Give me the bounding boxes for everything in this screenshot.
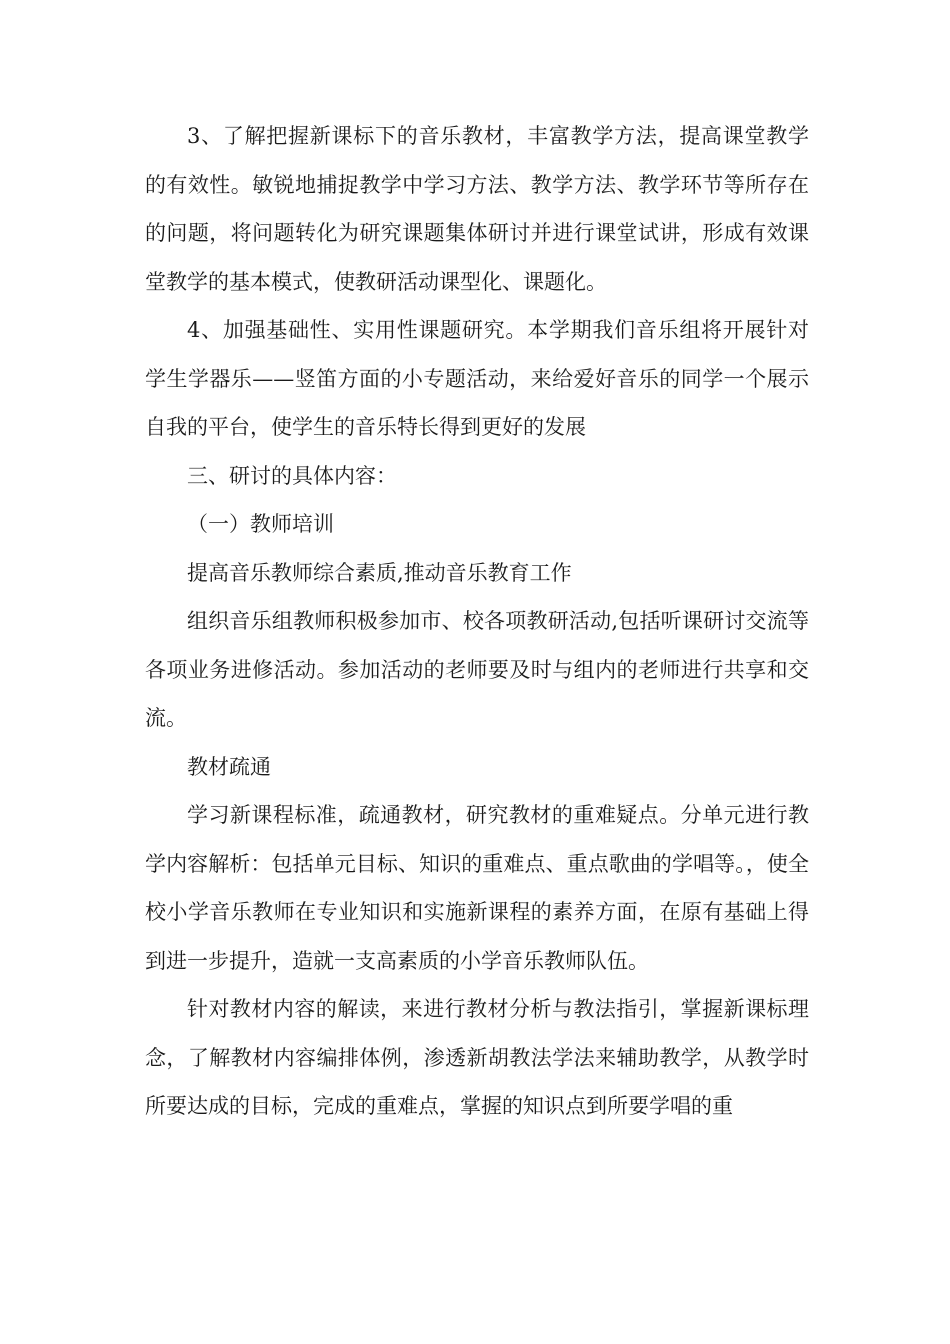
paragraph-materials: 学习新课程标准，疏通教材，研究教材的重难疑点。分单元进行教学内容解析：包括单元目标、知识的重难点、重点歌曲的学唱等。，使全校小学音乐教师在专业知识和实施新课程的素养方面，在原有基础上得到进一步提升，造就一支高素质的小学音乐教师队伍。 [145, 803, 809, 973]
paragraph-item-3: 3、了解把握新课标下的音乐教材，丰富教学方法，提高课堂教学的有效性。敏锐地捕捉教学中学习方法、教学方法、教学环节等所存在的问题，将问题转化为研究课题集体研讨并进行课堂试讲，形成有效课堂教学的基本模式，使教研活动课型化、课题化。 [145, 124, 809, 294]
paragraph-goal: 提高音乐教师综合素质,推动音乐教育工作 [187, 560, 572, 585]
paragraph-item-4: 4、加强基础性、实用性课题研究。本学期我们音乐组将开展针对学生学器乐——竖笛方面的小专题活动，来给爱好音乐的同学一个展示自我的平台，使学生的音乐特长得到更好的发展 [145, 318, 809, 439]
subsection-heading-1: （一）教师培训 [187, 512, 334, 536]
paragraph-heading-materials: 教材疏通 [187, 754, 271, 779]
paragraph-activities: 组织音乐组教师积极参加市、校各项教研活动,包括听课研讨交流等各项业务进修活动。参加活动的老师要及时与组内的老师进行共享和交流。 [145, 609, 809, 730]
paragraph-analysis: 针对教材内容的解读，来进行教材分析与教法指引，掌握新课标理念，了解教材内容编排体例，渗透新胡教法学法来辅助教学，从教学时所要达成的目标，完成的重难点，掌握的知识点到所要学唱的重 [145, 997, 809, 1118]
section-heading-3: 三、研讨的具体内容： [187, 463, 397, 488]
document-body [145, 112, 809, 1131]
